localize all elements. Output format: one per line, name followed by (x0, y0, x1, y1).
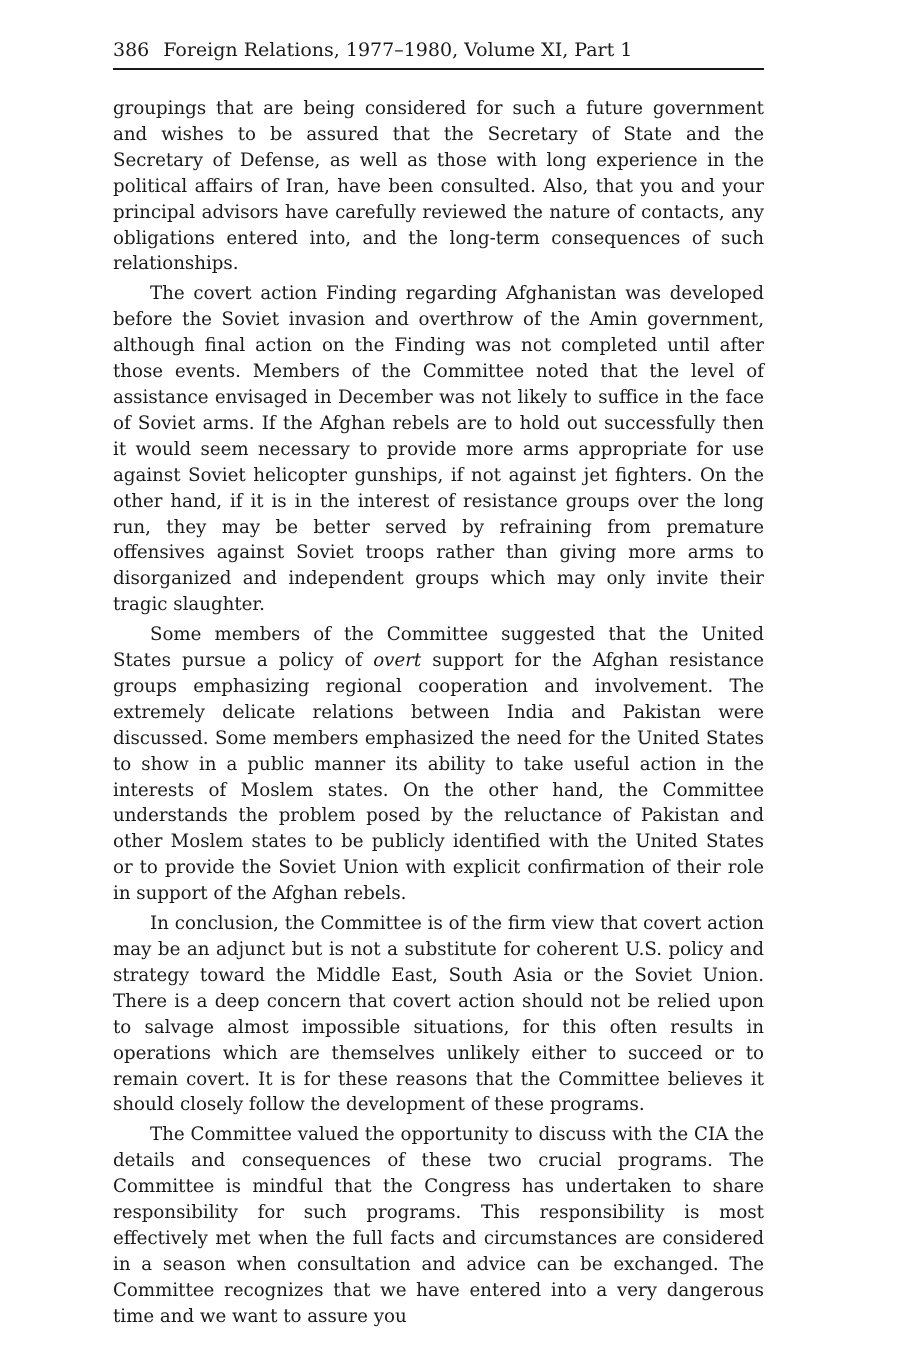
paragraph-3-before: Some members of the Committee suggested that the United States pursue a policy of (113, 624, 764, 672)
paragraph-5: The Committee valued the opportunity to discuss with the CIA the details and consequences of these two crucial programs. The Committee is mindful that the Congress has undertaken to share responsibility for such programs. This responsibility is most effectively met when the full facts and circumstances are considered in a season when consultation and advice can be exchanged. The Committee recognizes that we have entered into a very dangerous time and we want to assure you (113, 1124, 764, 1327)
paragraph-1: groupings that are being considered for such a future government and wishes to be assured that the Secretary of State and the Secretary of Defense, as well as those with long experience in the political affairs of Iran, have been consulted. Also, that you and your principal advisors have carefully reviewed the nature of contacts, any obligations entered into, and the long-term consequences of such relationships. (113, 98, 764, 275)
paragraph-2: The covert action Finding regarding Afghanistan was developed before the Soviet invasion and overthrow of the Amin government, although final action on the Finding was not completed until after those events. Members of the Committee noted that the level of assistance envisaged in December was not likely to suffice in the face of Soviet arms. If the Afghan rebels are to hold out successfully then it would seem necessary to provide more arms appropriate for use against Soviet helicopter gunships, if not against jet fighters. On the other hand, if it is in the interest of resistance groups over the long run, they may be better served by refraining from premature offensives against Soviet troops rather than giving more arms to disorganized and independent groups which may only invite their tragic slaughter. (113, 283, 764, 616)
paragraph-3 (113, 622, 764, 907)
running-head (113, 36, 764, 70)
series-title: Foreign Relations, 1977–1980, Volume XI, Part 1 (163, 39, 633, 61)
document-page (113, 36, 764, 1334)
body-text (113, 96, 764, 1330)
page-number: 386 (113, 39, 150, 61)
emphasis-overt: overt (373, 650, 422, 672)
paragraph-4: In conclusion, the Committee is of the firm view that covert action may be an adjunct but is not a substitute for coherent U.S. policy and strategy toward the Middle East, South Asia or the Soviet Union. There is a deep concern that covert action should not be relied upon to salvage almost impossible situations, for this often results in operations which are themselves unlikely either to succeed or to remain covert. It is for these reasons that the Committee believes it should closely follow the development of these programs. (113, 913, 764, 1116)
paragraph-3-after: support for the Afghan resistance groups emphasizing regional cooperation and involvement. The extremely delicate relations between India and Pakistan were discussed. Some members emphasized the need for the United States to show in a public manner its ability to take useful action in the interests of Moslem states. On the other hand, the Committee understands the problem posed by the reluctance of Pakistan and other Moslem states to be publicly identified with the United States or to provide the Soviet Union with explicit confirmation of their role in support of the Afghan rebels. (113, 650, 764, 905)
